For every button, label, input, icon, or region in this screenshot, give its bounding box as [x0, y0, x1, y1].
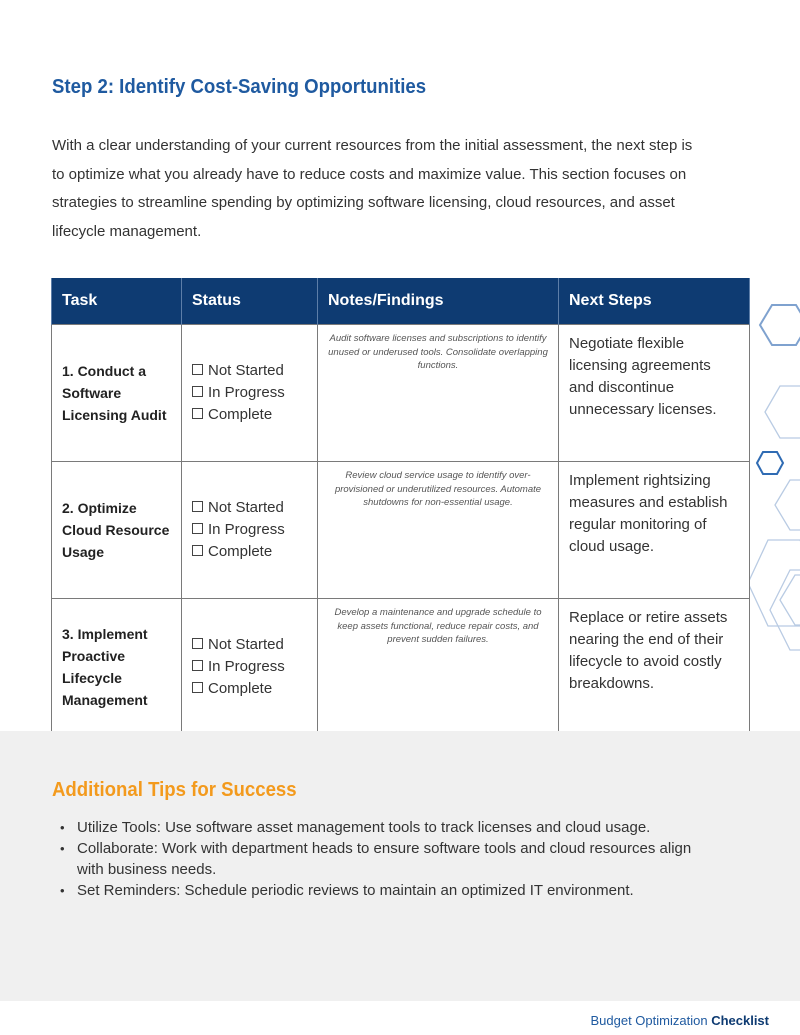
list-item: • Utilize Tools: Use software asset management tools to track licenses and cloud usage. [52, 817, 692, 838]
table-row [52, 462, 750, 599]
next-steps-cell: Replace or retire assets nearing the end of their lifecycle to avoid costly breakdowns. [559, 599, 750, 736]
checkbox-icon[interactable] [192, 523, 203, 534]
tips-panel [0, 731, 800, 1001]
header-next-steps: Next Steps [559, 278, 750, 325]
section-heading: Step 2: Identify Cost-Saving Opportunities [52, 76, 427, 98]
task-cell: 1. Conduct a Software Licensing Audit [52, 325, 182, 462]
status-option-not-started[interactable]: Not Started [192, 360, 307, 382]
status-option-not-started[interactable]: Not Started [192, 634, 307, 656]
tips-list [52, 817, 692, 901]
next-steps-cell: Negotiate flexible licensing agreements and discontinue unnecessary licenses. [559, 325, 750, 462]
checkbox-icon[interactable] [192, 408, 203, 419]
list-item: • Set Reminders: Schedule periodic reviews to maintain an optimized IT environment. [52, 880, 692, 901]
tips-heading: Additional Tips for Success [52, 779, 297, 801]
table-row [52, 325, 750, 462]
status-option-complete[interactable]: Complete [192, 404, 307, 426]
checkbox-icon[interactable] [192, 545, 203, 556]
task-cell: 3. Implement Proactive Lifecycle Management [52, 599, 182, 736]
checkbox-icon[interactable] [192, 660, 203, 671]
status-option-not-started[interactable]: Not Started [192, 497, 307, 519]
status-option-complete[interactable]: Complete [192, 678, 307, 700]
intro-paragraph: With a clear understanding of your current resources from the initial assessment, the next step is to optimize what you already have to reduce costs and maximize value. This section focuses on strategies to streamline spending by optimizing software licensing, cloud resources, and asset lifecycle management. [52, 137, 693, 240]
footer-label [590, 1013, 769, 1028]
footer-label-bold: Checklist [711, 1013, 769, 1028]
list-item: • Collaborate: Work with department heads to ensure software tools and cloud resources align with business needs. [52, 838, 692, 880]
status-option-in-progress[interactable]: In Progress [192, 519, 307, 541]
notes-cell: Audit software licenses and subscriptions to identify unused or underused tools. Consolidate overlapping functions. [318, 325, 559, 462]
table-row [52, 599, 750, 736]
status-option-in-progress[interactable]: In Progress [192, 656, 307, 678]
notes-cell: Develop a maintenance and upgrade schedule to keep assets functional, reduce repair costs, and prevent sudden failures. [318, 599, 559, 736]
task-cell: 2. Optimize Cloud Resource Usage [52, 462, 182, 599]
header-notes: Notes/Findings [318, 278, 559, 325]
status-cell [182, 599, 318, 736]
header-task: Task [52, 278, 182, 325]
checkbox-icon[interactable] [192, 682, 203, 693]
footer-label-text: Budget Optimization [590, 1013, 708, 1028]
checkbox-icon[interactable] [192, 386, 203, 397]
status-option-complete[interactable]: Complete [192, 541, 307, 563]
checklist-table [51, 278, 750, 736]
checkbox-icon[interactable] [192, 501, 203, 512]
checkbox-icon[interactable] [192, 364, 203, 375]
header-status: Status [182, 278, 318, 325]
status-option-in-progress[interactable]: In Progress [192, 382, 307, 404]
status-cell [182, 462, 318, 599]
next-steps-cell: Implement rightsizing measures and establish regular monitoring of cloud usage. [559, 462, 750, 599]
checkbox-icon[interactable] [192, 638, 203, 649]
table-header-row [52, 278, 750, 325]
notes-cell: Review cloud service usage to identify over-provisioned or underutilized resources. Automate shutdowns for non-essential usage. [318, 462, 559, 599]
status-cell [182, 325, 318, 462]
